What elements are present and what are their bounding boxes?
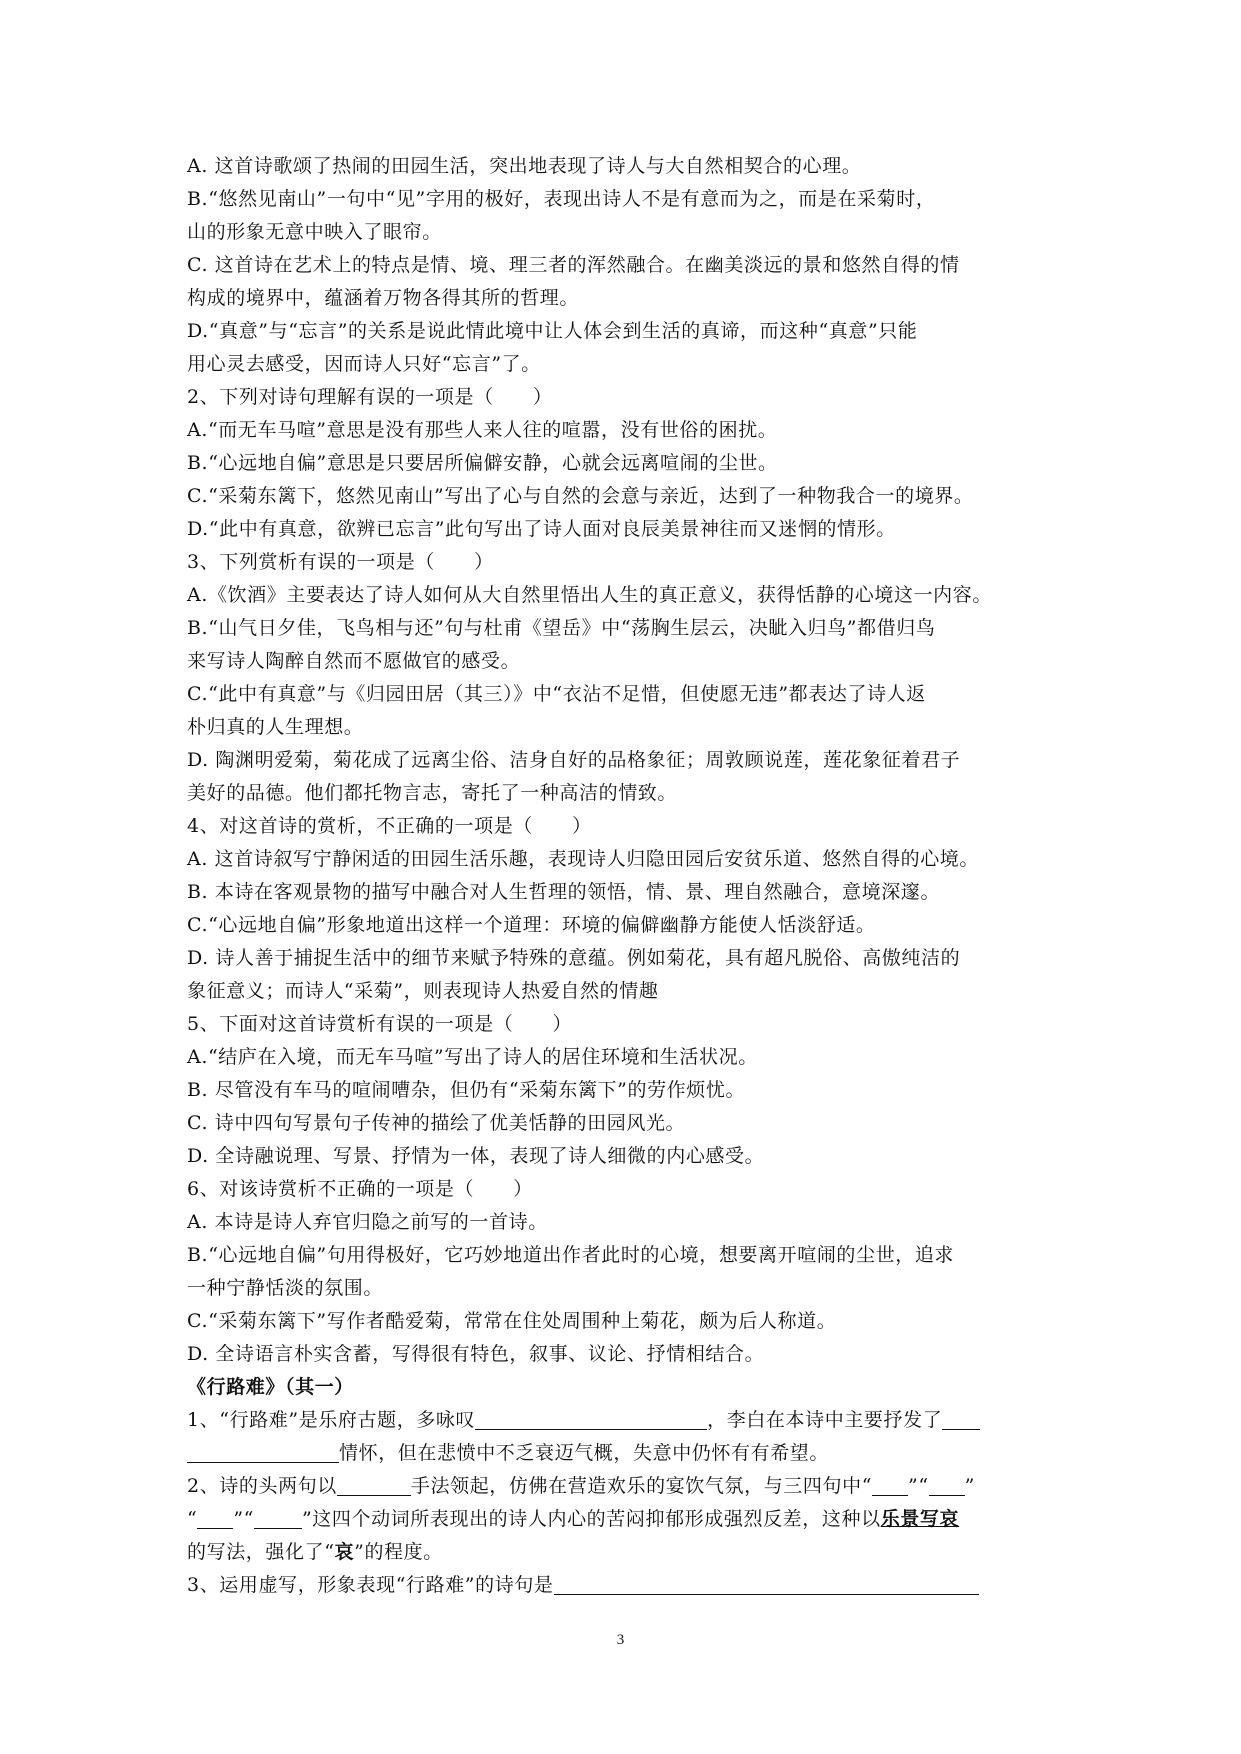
section-heading: 《行路难》（其一）: [187, 1376, 354, 1398]
text-line: A. 这首诗叙写宁静闲适的田园生活乐趣，表现诗人归隐田园后安贫乐道、悠然自得的心境。: [187, 848, 980, 870]
question-heading: 3、下列赏析有误的一项是（ ）: [187, 551, 494, 573]
document-page: [187, 150, 1067, 1602]
question-text: 1、“行路难”是乐府古题，多咏叹: [187, 1409, 476, 1431]
question-text: ，李白在本诗中主要抒发了: [707, 1409, 943, 1431]
quote-mark: ”: [964, 1475, 975, 1497]
text-line: 用心灵去感受，因而诗人只好“忘言”了。: [187, 353, 541, 375]
question-text: 情怀，但在悲愤中不乏衰迈气概，失意中仍怀有有希望。: [339, 1442, 830, 1464]
question-heading: 5、下面对这首诗赏析有误的一项是（ ）: [187, 1013, 573, 1035]
text-line: C. 诗中四句写景句子传神的描绘了优美恬静的田园风光。: [187, 1112, 686, 1134]
question-text: 3、运用虚写，形象表现“行路难”的诗句是: [187, 1574, 554, 1596]
question-text: 2、诗的头两句以: [187, 1475, 337, 1497]
question-heading: 6、对该诗赏析不正确的一项是（ ）: [187, 1178, 533, 1200]
text-line: A.《饮酒》主要表达了诗人如何从大自然里悟出人生的真正意义，获得恬静的心境这一内容。: [187, 584, 992, 606]
question-heading: 2、下列对诗句理解有误的一项是（ ）: [187, 386, 553, 408]
text-line: 一种宁静恬淡的氛围。: [187, 1277, 384, 1299]
question-text: 的写法，强化了“: [187, 1541, 335, 1563]
answer-blank[interactable]: [872, 1473, 908, 1496]
fill-question-3: [187, 1569, 1067, 1602]
text-line: A.“结庐在入境，而无车马喧”写出了诗人的居住环境和生活状况。: [187, 1046, 758, 1068]
text-line: 构成的境界中，蕴涵着万物各得其所的哲理。: [187, 287, 580, 309]
question-heading: 4、对这首诗的赏析，不正确的一项是（ ）: [187, 815, 592, 837]
text-line: 象征意义；而诗人“采菊”，则表现诗人热爱自然的情趣: [187, 980, 659, 1002]
answer-blank[interactable]: [929, 1473, 965, 1496]
text-line: B.“山气日夕佳，飞鸟相与还”句与杜甫《望岳》中“荡胸生层云，决眦入归鸟”都借归鸟: [187, 617, 936, 639]
question-text: 手法领起，仿佛在营造欢乐的宴饮气氛，与三四句中“: [410, 1475, 873, 1497]
answer-blank[interactable]: [254, 1506, 302, 1529]
text-line: 美好的品德。他们都托物言志，寄托了一种高洁的情致。: [187, 782, 678, 804]
text-line: A. 这首诗歌颂了热闹的田园生活，突出地表现了诗人与大自然相契合的心理。: [187, 155, 862, 177]
text-line: C. 这首诗在艺术上的特点是情、境、理三者的浑然融合。在幽美淡远的景和悠然自得的情: [187, 254, 960, 276]
question-text: ”这四个动词所表现出的诗人内心的苦闷抑郁形成强烈反差，这种以: [301, 1508, 881, 1530]
text-line: D. 陶渊明爱菊，菊花成了远离尘俗、洁身自好的品格象征；周敦顾说莲，莲花象征着君子: [187, 749, 961, 771]
question-lines: [187, 150, 1067, 1371]
text-line: B.“心远地自偏”意思是只要居所偏僻安静，心就会远离喧闹的尘世。: [187, 452, 778, 474]
fill-question-1-line-2: [187, 1437, 1067, 1470]
text-line: C.“此中有真意”与《归园田居（其三）》中“衣沾不足惜，但使愿无违”都表达了诗人返: [187, 683, 926, 705]
answer-blank[interactable]: [187, 1440, 339, 1463]
fill-question-1-line-1: [187, 1404, 1067, 1437]
text-line: D. 全诗融说理、写景、抒情为一体，表现了诗人细微的内心感受。: [187, 1145, 765, 1167]
text-line: D.“此中有真意，欲辨已忘言”此句写出了诗人面对良辰美景神往而又迷惘的情形。: [187, 518, 896, 540]
text-line: B.“悠然见南山”一句中“见”字用的极好，表现出诗人不是有意而为之，而是在采菊时，: [187, 188, 936, 210]
text-line: C.“采菊东篱下”写作者酷爱菊，常常在住处周围种上菊花，颇为后人称道。: [187, 1310, 837, 1332]
quote-mark: ”“: [908, 1475, 929, 1497]
fill-question-2-line-3: [187, 1536, 1067, 1569]
answer-blank[interactable]: [942, 1407, 980, 1430]
answer-blank[interactable]: [554, 1572, 979, 1595]
answer-blank[interactable]: [337, 1473, 411, 1496]
text-line: 来写诗人陶醉自然而不愿做官的感受。: [187, 650, 521, 672]
text-line: A.“而无车马喧”意思是没有那些人来人往的喧嚣，没有世俗的困扰。: [187, 419, 778, 441]
emphasis-text: 乐景写哀: [880, 1508, 960, 1530]
answer-blank[interactable]: [197, 1506, 233, 1529]
text-line: B.“心远地自偏”句用得极好，它巧妙地道出作者此时的心境，想要离开喧闹的尘世，追求: [187, 1244, 955, 1266]
page-number: 3: [616, 1632, 625, 1648]
text-line: C.“心远地自偏”形象地道出这样一个道理：环境的偏僻幽静方能使人恬淡舒适。: [187, 914, 876, 936]
text-line: 山的形象无意中映入了眼帘。: [187, 221, 442, 243]
text-line: B. 本诗在客观景物的描写中融合对人生哲理的领悟，情、景、理自然融合，意境深邃。: [187, 881, 941, 903]
text-line: B. 尽管没有车马的喧闹嘈杂，但仍有“采菊东篱下”的劳作烦忧。: [187, 1079, 746, 1101]
text-line: A. 本诗是诗人弃官归隐之前写的一首诗。: [187, 1211, 548, 1233]
text-line: 朴归真的人生理想。: [187, 716, 364, 738]
fill-question-2-line-2: [187, 1503, 1067, 1536]
emphasis-text: 哀: [334, 1541, 355, 1563]
answer-blank[interactable]: [475, 1407, 707, 1430]
quote-mark: “: [187, 1508, 198, 1530]
text-line: D. 诗人善于捕捉生活中的细节来赋予特殊的意蕴。例如菊花，具有超凡脱俗、高傲纯洁的: [187, 947, 961, 969]
text-line: D.“真意”与“忘言”的关系是说此情此境中让人体会到生活的真谛，而这种“真意”只能: [187, 320, 918, 342]
text-line: D. 全诗语言朴实含蓄，写得很有特色，叙事、议论、抒情相结合。: [187, 1343, 765, 1365]
question-text: ”的程度。: [354, 1541, 443, 1563]
quote-mark: ”“: [233, 1508, 254, 1530]
fill-question-2-line-1: [187, 1470, 1067, 1503]
text-line: C.“采菊东篱下，悠然见南山”写出了心与自然的会意与亲近，达到了一种物我合一的境界。: [187, 485, 974, 507]
